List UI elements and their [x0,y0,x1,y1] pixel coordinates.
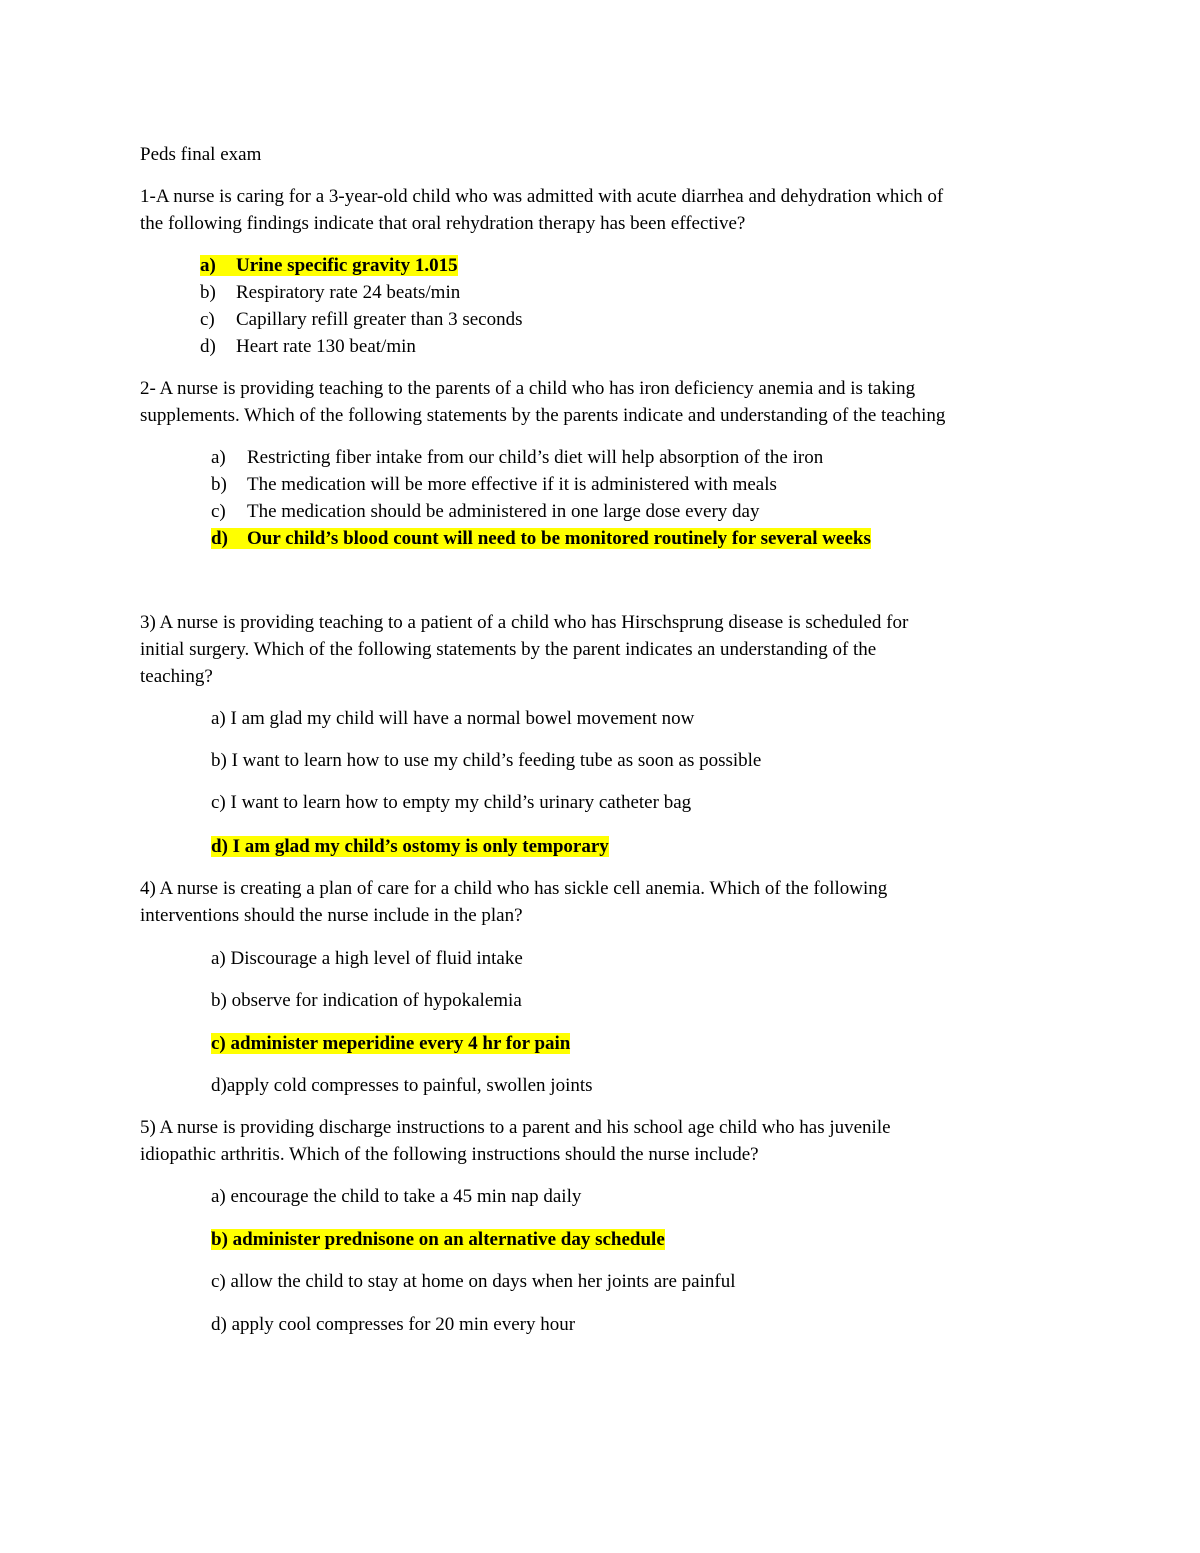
q3-stem-line3: teaching? [140,666,213,687]
q1-option-a-label: a) [200,255,216,276]
q2-option-c-text: The medication should be administered in one large dose every day [247,501,760,522]
q4-option-b: b) observe for indication of hypokalemia [211,990,522,1011]
q3-option-d-highlight: d) I am glad my child’s ostomy is only temporary [211,836,609,857]
q2-option-a-label: a) [211,447,226,468]
q2-option-d [211,527,871,551]
q4-option-a: a) Discourage a high level of fluid intake [211,948,523,969]
q3-option-a: a) I am glad my child will have a normal bowel movement now [211,708,695,729]
q4-stem-line2: interventions should the nurse include in the plan? [140,905,523,926]
q1-option-d [200,335,416,359]
q1-option-a-text: Urine specific gravity 1.015 [236,255,458,276]
q3-option-d [211,835,609,859]
q1-option-a-highlight [200,255,458,276]
q5-option-b-highlight: b) administer prednisone on an alternative day schedule [211,1229,665,1250]
q4-option-c [211,1032,570,1056]
q1-option-c [200,308,522,332]
q4-option-d: d)apply cold compresses to painful, swollen joints [211,1075,593,1096]
q4-option-c-highlight: c) administer meperidine every 4 hr for pain [211,1033,571,1054]
q1-stem-line1: 1-A nurse is caring for a 3-year-old child who was admitted with acute diarrhea and dehydration which of [140,186,944,207]
q2-option-c [211,500,760,524]
q2-option-d-text: Our child’s blood count will need to be monitored routinely for several weeks [247,528,871,549]
q1-stem-line2: the following findings indicate that oral rehydration therapy has been effective? [140,213,746,234]
q3-stem-line2: initial surgery. Which of the following statements by the parent indicates an understanding of the [140,639,877,660]
q3-option-b: b) I want to learn how to use my child’s feeding tube as soon as possible [211,750,762,771]
q1-option-b-text: Respiratory rate 24 beats/min [236,282,461,303]
q1-option-d-text: Heart rate 130 beat/min [236,336,416,357]
q2-option-b-label: b) [211,474,227,495]
q2-option-d-highlight [211,528,871,549]
q3-stem-line1: 3) A nurse is providing teaching to a patient of a child who has Hirschsprung disease is scheduled for [140,612,909,633]
q2-option-a [211,446,823,470]
q1-option-c-text: Capillary refill greater than 3 seconds [236,309,523,330]
q1-option-c-label: c) [200,309,215,330]
q5-option-b [211,1228,665,1252]
q5-option-c: c) allow the child to stay at home on days when her joints are painful [211,1271,736,1292]
q1-option-b [200,281,460,305]
q3-option-c: c) I want to learn how to empty my child’s urinary catheter bag [211,792,692,813]
q2-option-d-label: d) [211,528,228,549]
q5-stem-line2: idiopathic arthritis. Which of the following instructions should the nurse include? [140,1144,759,1165]
q1-option-d-label: d) [200,336,216,357]
q2-stem-line2: supplements. Which of the following statements by the parents indicate and understanding of the teaching [140,405,946,426]
q5-option-a: a) encourage the child to take a 45 min nap daily [211,1186,582,1207]
q2-option-c-label: c) [211,501,226,522]
q1-option-a [200,254,458,278]
q2-stem-line1: 2- A nurse is providing teaching to the parents of a child who has iron deficiency anemia and is taking [140,378,916,399]
q5-option-d: d) apply cool compresses for 20 min every hour [211,1314,576,1335]
q2-option-b [211,473,777,497]
q1-option-b-label: b) [200,282,216,303]
q2-option-b-text: The medication will be more effective if it is administered with meals [247,474,777,495]
q4-stem-line1: 4) A nurse is creating a plan of care for a child who has sickle cell anemia. Which of the following [140,878,888,899]
q2-option-a-text: Restricting fiber intake from our child’s diet will help absorption of the iron [247,447,824,468]
q5-stem-line1: 5) A nurse is providing discharge instructions to a parent and his school age child who has juvenile [140,1117,891,1138]
document-title: Peds final exam [140,144,262,165]
